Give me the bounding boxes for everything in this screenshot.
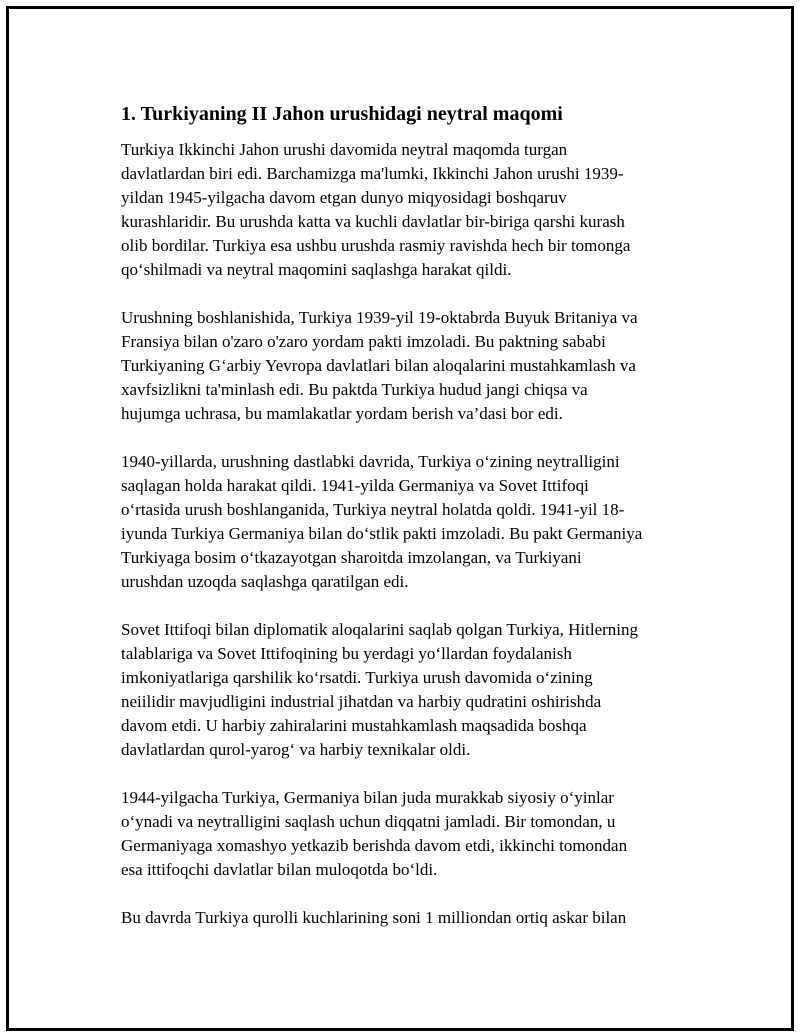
text-line: neiilidir mavjudligini industrial jihatdan va harbiy qudratini oshirishda	[121, 692, 602, 711]
text-line: esa ittifoqchi davlatlar bilan muloqotda bo‘ldi.	[121, 860, 438, 879]
paragraph-1	[121, 138, 696, 282]
text-line: o‘rtasida urush boshlanganida, Turkiya neytral holatda qoldi. 1941-yil 18-	[121, 500, 625, 519]
paragraph-5	[121, 786, 696, 882]
text-line: urushdan uzoqda saqlashga qaratilgan edi.	[121, 572, 409, 591]
document-body	[121, 99, 696, 954]
text-line: yildan 1945-yilgacha davom etgan dunyo miqyosidagi boshqaruv	[121, 188, 567, 207]
page-frame	[6, 6, 794, 1031]
text-line: Germaniyaga xomashyo yetkazib berishda davom etdi, ikkinchi tomondan	[121, 836, 628, 855]
text-line: Turkiya Ikkinchi Jahon urushi davomida neytral maqomda turgan	[121, 140, 568, 159]
text-line: qo‘shilmadi va neytral maqomini saqlashga harakat qildi.	[121, 260, 512, 279]
text-line: Urushning boshlanishida, Turkiya 1939-yil 19-oktabrda Buyuk Britaniya va	[121, 308, 638, 327]
text-line: o‘ynadi va neytralligini saqlash uchun diqqatni jamladi. Bir tomondan, u	[121, 812, 616, 831]
text-line: imkoniyatlariga qarshilik ko‘rsatdi. Turkiya urush davomida o‘zining	[121, 668, 593, 687]
paragraph-4	[121, 618, 696, 762]
text-line: kurashlaridir. Bu urushda katta va kuchli davlatlar bir-biriga qarshi kurash	[121, 212, 625, 231]
paragraph-3	[121, 450, 696, 594]
text-line: 1944-yilgacha Turkiya, Germaniya bilan juda murakkab siyosiy o‘yinlar	[121, 788, 614, 807]
text-line: saqlagan holda harakat qildi. 1941-yilda Germaniya va Sovet Ittifoqi	[121, 476, 589, 495]
text-line: Fransiya bilan o'zaro o'zaro yordam pakti imzoladi. Bu paktning sababi	[121, 332, 606, 351]
text-line: talablariga va Sovet Ittifoqining bu yerdagi yo‘llardan foydalanish	[121, 644, 572, 663]
paragraph-6	[121, 906, 696, 930]
text-line: davlatlardan biri edi. Barchamizga ma'lumki, Ikkinchi Jahon urushi 1939-	[121, 164, 624, 183]
text-line: davlatlardan qurol-yarog‘ va harbiy texnikalar oldi.	[121, 740, 471, 759]
text-line: hujumga uchrasa, bu mamlakatlar yordam berish va’dasi bor edi.	[121, 404, 563, 423]
paragraph-2	[121, 306, 696, 426]
text-line: xavfsizlikni ta'minlash edi. Bu paktda Turkiya hudud jangi chiqsa va	[121, 380, 588, 399]
text-line: Sovet Ittifoqi bilan diplomatik aloqalarini saqlab qolgan Turkiya, Hitlerning	[121, 620, 639, 639]
text-line: Turkiyaga bosim o‘tkazayotgan sharoitda imzolangan, va Turkiyani	[121, 548, 582, 567]
text-line: 1940-yillarda, urushning dastlabki davrida, Turkiya o‘zining neytralligini	[121, 452, 620, 471]
text-line: iyunda Turkiya Germaniya bilan do‘stlik pakti imzoladi. Bu pakt Germaniya	[121, 524, 643, 543]
text-line: Turkiyaning G‘arbiy Yevropa davlatlari bilan aloqalarini mustahkamlash va	[121, 356, 636, 375]
text-line: olib bordilar. Turkiya esa ushbu urushda rasmiy ravishda hech bir tomonga	[121, 236, 631, 255]
text-line: davom etdi. U harbiy zahiralarini mustahkamlash maqsadida boshqa	[121, 716, 587, 735]
text-line: Bu davrda Turkiya qurolli kuchlarining soni 1 milliondan ortiq askar bilan	[121, 908, 627, 927]
section-heading: 1. Turkiyaning II Jahon urushidagi neytral maqomi	[121, 103, 563, 125]
